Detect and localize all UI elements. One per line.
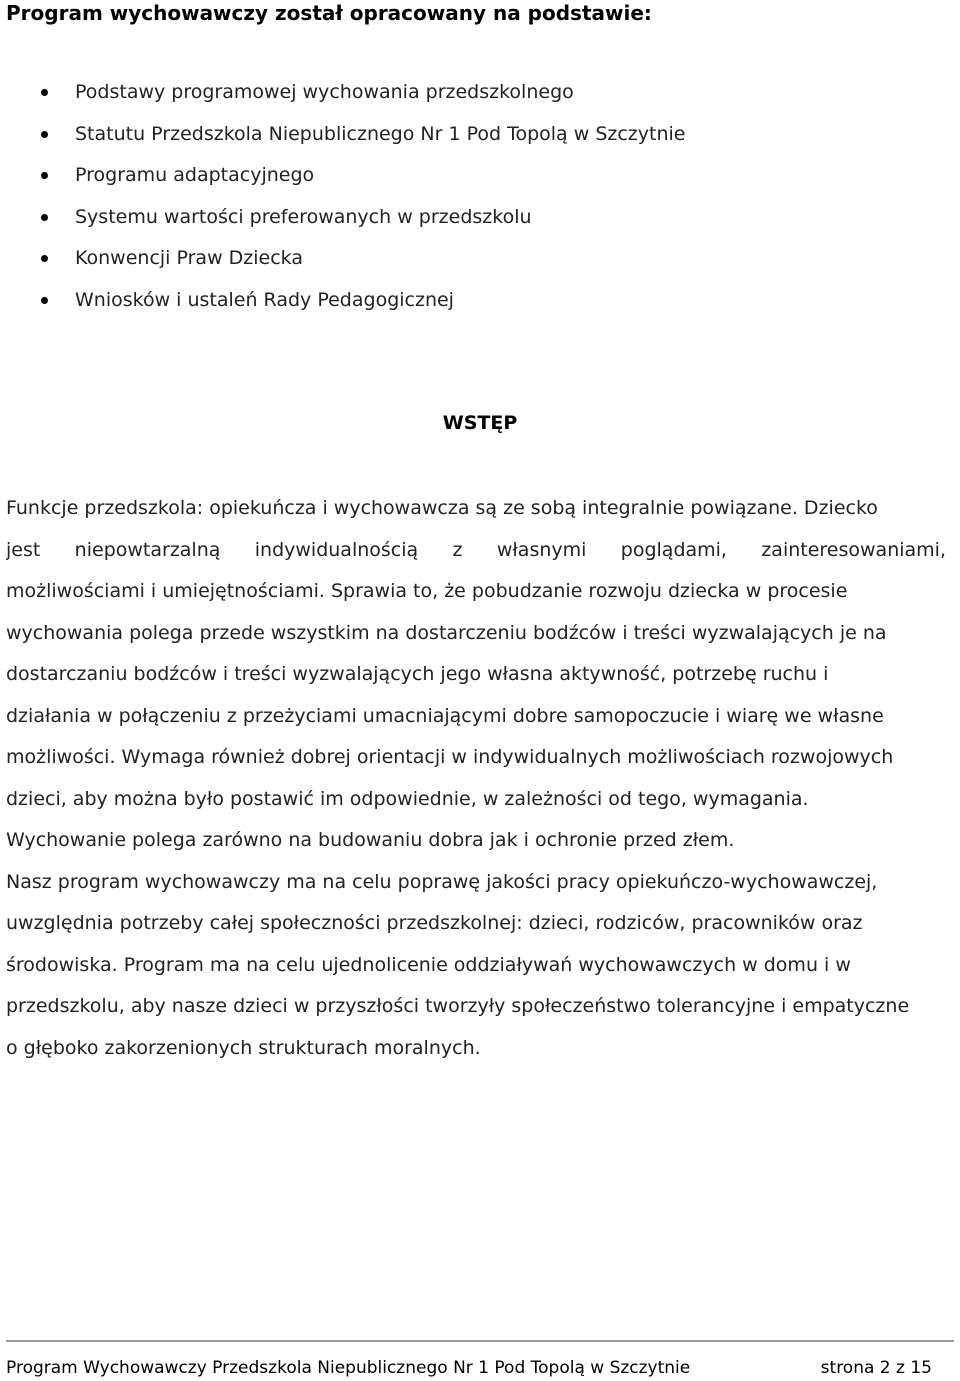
bullet-icon: [41, 255, 48, 262]
footer-title: Program Wychowawczy Przedszkola Niepublicznego Nr 1 Pod Topolą w Szczytnie: [6, 1358, 691, 1378]
bullet-icon: [41, 214, 48, 221]
bullet-icon: [41, 297, 48, 304]
body-line: jest niepowtarzalną indywidualnością z własnymi poglądami, zainteresowaniami,: [6, 538, 946, 561]
list-item: [0, 238, 960, 280]
list-item-text: Konwencji Praw Dziecka: [75, 247, 303, 269]
sources-list: [0, 72, 960, 321]
list-item-text: Podstawy programowej wychowania przedszkolnego: [75, 81, 574, 103]
bullet-icon: [41, 172, 48, 179]
bullet-icon: [41, 131, 48, 138]
list-item-text: Programu adaptacyjnego: [75, 164, 315, 186]
body-line: o głęboko zakorzenionych strukturach moralnych.: [6, 1036, 481, 1059]
body-line: możliwościami i umiejętnościami. Sprawia to, że pobudzanie rozwoju dziecka w procesie: [6, 580, 848, 602]
body-line: Wychowanie polega zarówno na budowaniu dobra jak i ochronie przed złem.: [6, 829, 735, 851]
body-line: Nasz program wychowawczy ma na celu poprawę jakości pracy opiekuńczo-wychowawczej,: [6, 870, 878, 893]
list-item: [0, 72, 960, 114]
list-item-text: Statutu Przedszkola Niepublicznego Nr 1 Pod Topolą w Szczytnie: [75, 122, 686, 145]
body-line: możliwości. Wymaga również dobrej orientacji w indywidualnych możliwościach rozwojowych: [6, 746, 894, 768]
body-line: uwzględnia potrzeby całej społeczności przedszkolnej: dzieci, rodziców, pracowników oraz: [6, 912, 863, 934]
document-heading: Program wychowawczy został opracowany na podstawie:: [6, 1, 652, 25]
body-line: środowiska. Program ma na celu ujednolicenie oddziaływań wychowawczych w domu i w: [6, 953, 851, 976]
page-footer: [6, 1355, 932, 1381]
body-line: dzieci, aby można było postawić im odpowiednie, w zależności od tego, wymagania.: [6, 787, 809, 810]
body-paragraph: [6, 488, 946, 1069]
footer-divider: [6, 1340, 954, 1342]
list-item: [0, 114, 960, 156]
list-item: [0, 155, 960, 197]
body-line: przedszkolu, aby nasze dzieci w przyszłości tworzyły społeczeństwo tolerancyjne i empatyczne: [6, 995, 910, 1017]
body-line: wychowania polega przede wszystkim na dostarczeniu bodźców i treści wyzwalających je na: [6, 621, 887, 644]
bullet-icon: [41, 89, 48, 96]
body-line: działania w połączeniu z przeżyciami umacniającymi dobre samopoczucie i wiarę we własne: [6, 704, 884, 727]
body-line: dostarczaniu bodźców i treści wyzwalających jego własna aktywność, potrzebę ruchu i: [6, 663, 829, 685]
page-number: strona 2 z 15: [820, 1358, 932, 1378]
list-item: [0, 197, 960, 239]
body-line: Funkcje przedszkola: opiekuńcza i wychowawcza są ze sobą integralnie powiązane. Dziecko: [6, 497, 878, 519]
list-item-text: Wniosków i ustaleń Rady Pedagogicznej: [75, 288, 454, 311]
section-title: WSTĘP: [442, 412, 518, 434]
list-item: [0, 280, 960, 322]
list-item-text: Systemu wartości preferowanych w przedszkolu: [75, 205, 532, 228]
